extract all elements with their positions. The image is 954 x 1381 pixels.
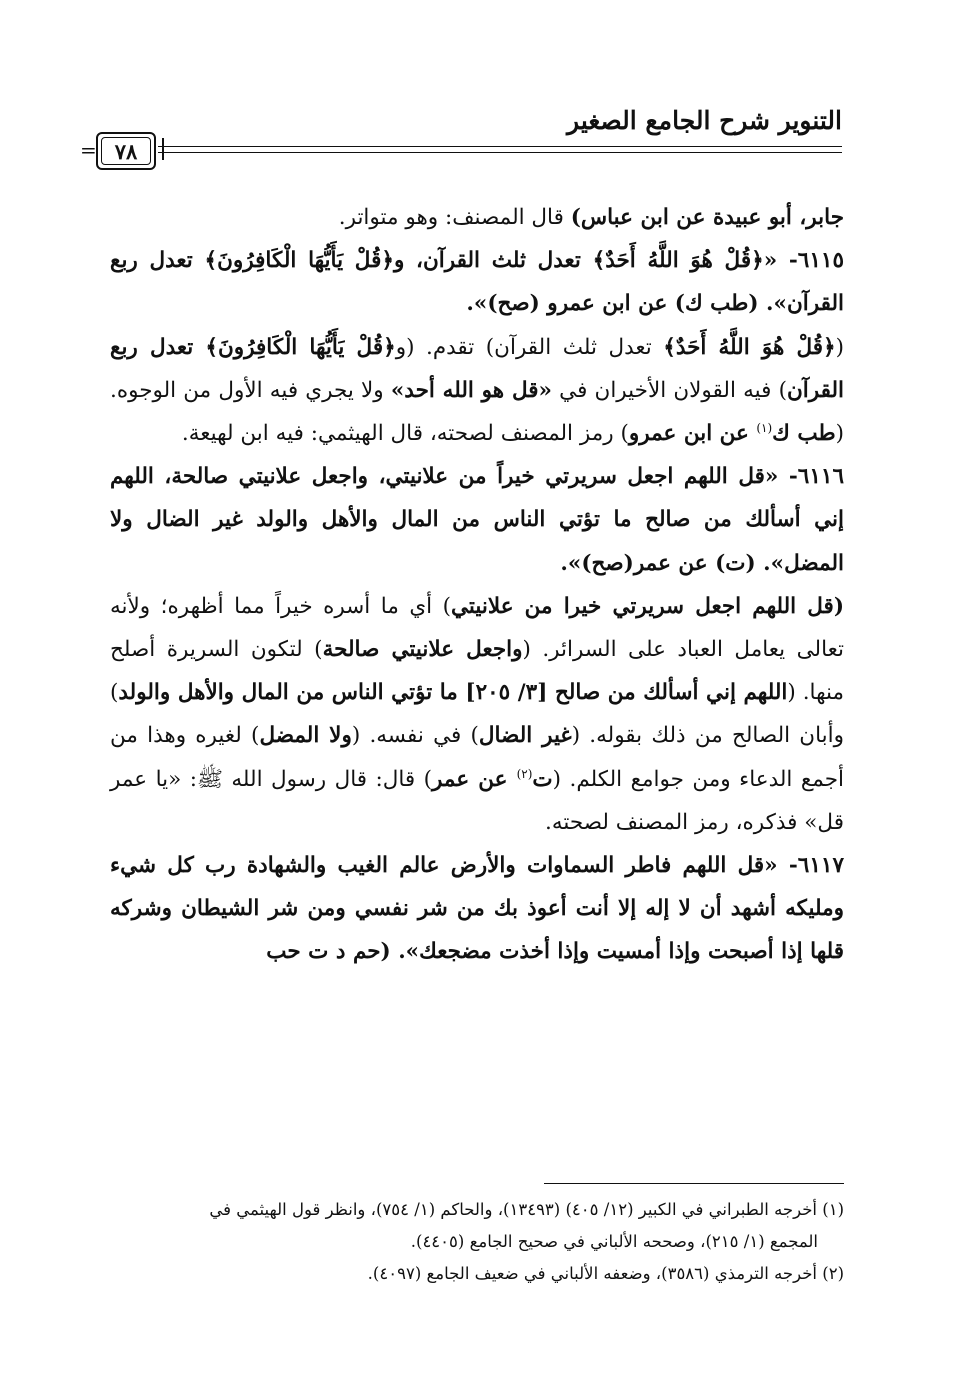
bold-text: ولا المضل [259,723,352,749]
text-run: ) رمز المصنف لصحته، قال الهيثمي: فيه ابن لهيعة. [181,421,629,447]
text-run: ) أي ما أسره خيراً مما أظهره؛ ولأنه تعالى يعامل العباد على السرائر. ( [110,593,844,663]
main-text [110,196,844,974]
footnote-line: (١) أخرجه الطبراني في الكبير (١٢/ ٤٠٥) (١٣٤٩٣)، والحاكم (١/ ٧٥٤)، وانظر قول الهيثمي في [209,1200,844,1219]
footnote-line: المجمع (١/ ٢١٥)، وصححه الألباني في صحيح الجامع (٤٤٠٥). [410,1232,818,1251]
bold-text: ٦١١٥- «﴿قُلْ هُوَ اللَّهُ أَحَدٌ﴾ تعدل ثلث القرآن، و﴿قُلْ يَأَيُّهَا الْكَافِرُونَ﴾ تعدل ربع القرآن». (طب ك) عن ابن عمرو (صح)». [110,248,844,317]
bold-text: ٦١١٦- «قل اللهم اجعل سريرتي خيراً من علانيتي، واجعل علانيتي صالحة، اللهم إني أسألك من صالح ما تؤتي الناس من المال والأهل والولد غير الضال ولا المضل». (ت) عن عمر(صح)». [110,464,844,576]
text-run: ) فيه القولان الأخيران في [551,377,787,403]
footnote-ref: (٢) [516,766,533,781]
footnotes [110,1194,844,1290]
footnote-line: (٢) أخرجه الترمذي (٣٥٨٦)، وضعفه الألباني في ضعيف الجامع (٤٠٩٧). [367,1264,844,1283]
paragraph [110,455,844,585]
paragraph [110,239,844,325]
bold-text: عن ابن عمرو [628,421,757,447]
text-run: تعدل ثلث القرآن) تقدم. (و [395,334,664,360]
bold-text: طب ك [772,421,836,447]
header-mark: = [80,138,97,162]
page-number: ٧٨ [96,132,156,170]
bold-text: عن عمر [432,766,517,792]
paragraph [110,196,844,239]
text-run: ) لغيره وهذا من أجمع الدعاء ومن جوامع الكلم. ( [110,723,844,792]
bold-text: ﴿قُلْ يَأَيُّهَا الْكَافِرُونَ﴾ تعدل ربع القرآن [110,334,844,403]
text-run: ) وأبان الصالح من ذلك بقوله. ( [110,680,844,749]
bold-text: واجعل علانيتي صالحة [322,637,523,663]
bold-text: ٦١١٧- «قل اللهم فاطر السماوات والأرض عالم الغيب والشهادة رب كل شيء ومليكه أشهد أن لا إله إلا أنت أعوذ بك من شر نفسي ومن شر الشيطان وشركه قلها إذا أصبحت وإذا أمسيت وإذا أخذت مضجعك». (حم د ت حب [110,853,844,965]
text-run: قال المصنف: وهو متواتر. [338,205,571,230]
bold-text: اللهم إني أسألك من صالح [٣/ ٢٠٥] ما تؤتي الناس من المال والأهل والولد [118,680,788,706]
footnote-ref: (١) [756,420,773,435]
bold-text: (قل اللهم اجعل سريرتي خيرا من علانيتي [451,593,844,619]
bold-text: جابر، أبو عبيدة عن ابن عباس) [570,205,844,230]
text-run: ) في نفسه. ( [351,723,479,749]
paragraph [110,844,844,974]
bold-text: ﴿قُلْ هُوَ اللَّهُ أَحَدٌ﴾ [663,334,836,360]
text-run: ولا يجري فيه الأول من الوجوه. ( [110,377,844,447]
paragraph [110,585,844,844]
text-run: ) لتكون السريرة أصلح منها. ( [110,637,844,706]
text-run: ( [835,334,845,360]
text-run: ) قال: قال رسول الله ﷺ: «يا عمر قل» فذكره، رمز المصنف لصحته. [110,766,844,835]
running-title: التنوير شرح الجامع الصغير [567,106,842,135]
bold-text: غير الضال [478,723,572,749]
footnote-rule [544,1183,844,1184]
bold-text: «قل هو الله أحد» [390,377,552,403]
paragraph [110,326,844,456]
header-rule [158,146,842,153]
bold-text: ت [532,766,553,792]
